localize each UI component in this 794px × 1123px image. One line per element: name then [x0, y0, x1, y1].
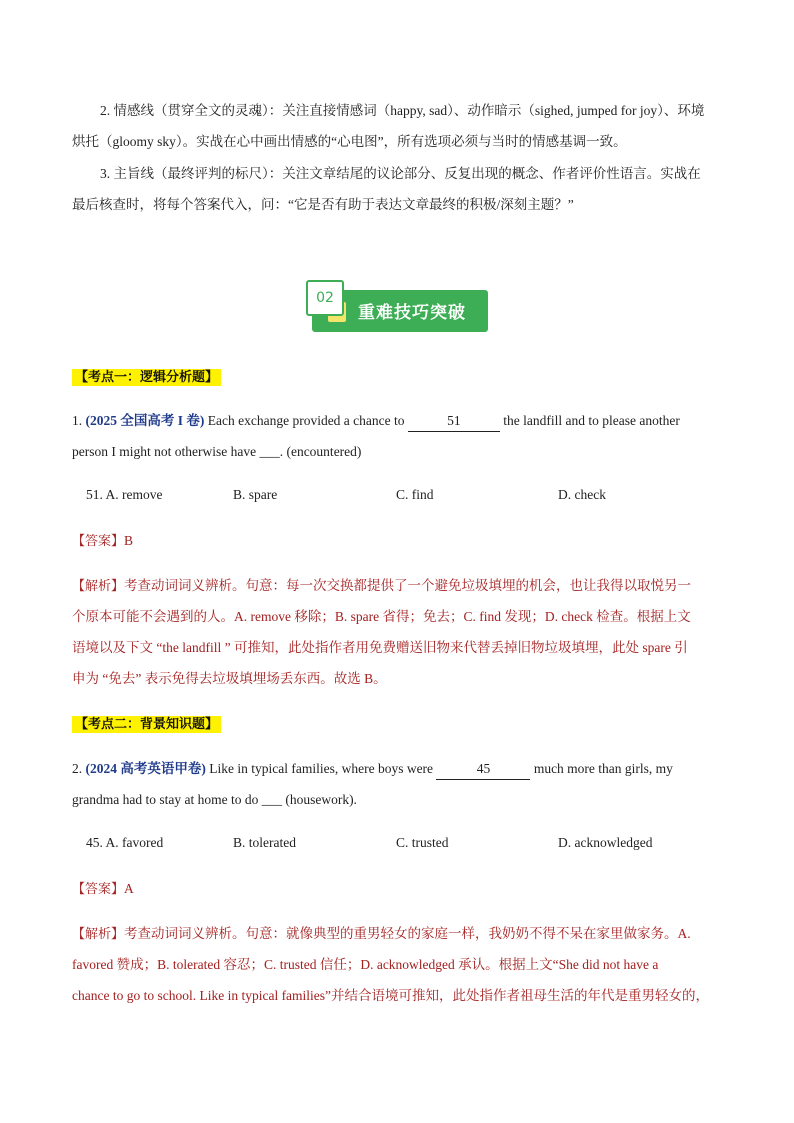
section2-heading — [72, 714, 722, 735]
analysis2-line2: favored 赞成；B. tolerated 容忍；C. trusted 信任；D. acknowledged 承认。根据上文“She did not have a — [72, 957, 659, 972]
question2-text-b: much more than girls, my — [533, 761, 673, 776]
answer2-value: A — [124, 881, 134, 896]
question1-line1 — [72, 411, 722, 432]
question1-option-b: B. spare — [233, 487, 278, 502]
answer1-value: B — [124, 533, 134, 548]
question1-blank: 51 — [408, 411, 500, 432]
analysis1-line2: 个原本可能不会遇到的人。A. remove 移除；B. spare 省得；免去；C. find 发现；D. check 检查。根据上文 — [72, 609, 691, 624]
question1-text-b: the landfill and to please another — [503, 413, 680, 428]
question2-blank: 45 — [436, 759, 530, 780]
question2-number: 2. — [72, 761, 83, 776]
question1-option-d: D. check — [558, 487, 606, 502]
analysis1-line4: 申为 “免去” 表示免得去垃圾填埋场丢东西。故选 B。 — [72, 671, 387, 686]
question2-text-a: Like in typical families, where boys were — [209, 761, 434, 776]
section2-heading-text: 【考点二：背景知识题】 — [72, 716, 221, 733]
question2-answer — [72, 879, 722, 900]
question1-option-c: C. find — [396, 487, 434, 502]
question2-line2: grandma had to stay at home to do ___ (housework). — [72, 792, 357, 807]
question1-number: 1. — [72, 413, 83, 428]
question1-option-a: 51. A. remove — [86, 487, 163, 502]
analysis2-text1: 考查动词词义辨析。句意：就像典型的重男轻女的家庭一样，我奶奶不得不呆在家里做家务。A. — [124, 926, 691, 941]
analysis1-text1: 考查动词词义辨析。句意：每一次交换都提供了一个避免垃圾填埋的机会，也让我得以取悦另一 — [124, 578, 692, 593]
question2-option-b: B. tolerated — [233, 835, 296, 850]
section1-heading-text: 【考点一：逻辑分析题】 — [72, 369, 221, 386]
analysis2-line1 — [72, 924, 722, 945]
question1-answer — [72, 531, 722, 552]
badge-title: 重难技巧突破 — [358, 303, 466, 323]
section-badge — [306, 280, 491, 336]
analysis2-line3: chance to go to school. Like in typical families”并结合语境可推知，此处指作者祖母生活的年代是重男轻女的， — [72, 988, 710, 1003]
intro-p3-line1: 3. 主旨线（最终评判的标尺）：关注文章结尾的议论部分、反复出现的概念、作者评价性语言。实战在 — [100, 166, 701, 181]
badge-number: 02 — [306, 280, 344, 316]
question2-option-d: D. acknowledged — [558, 835, 653, 850]
analysis2-label: 【解析】 — [72, 927, 125, 942]
intro-p2-line2: 烘托（gloomy sky）。实战在心中画出情感的“心电图”，所有选项必须与当时的情感基调一致。 — [72, 134, 627, 149]
question2-option-c: C. trusted — [396, 835, 449, 850]
answer1-label: 【答案】 — [72, 534, 125, 549]
intro-p2-line1: 2. 情感线（贯穿全文的灵魂）：关注直接情感词（happy, sad）、动作暗示（sighed, jumped for joy）、环境 — [100, 103, 705, 118]
answer2-label: 【答案】 — [72, 882, 125, 897]
analysis1-line3: 语境以及下文 “the landfill ” 可推知，此处指作者用免费赠送旧物来代替丢掉旧物垃圾填埋，此处 spare 引 — [72, 640, 688, 655]
intro-p3-line2: 最后核查时，将每个答案代入，问：“它是否有助于表达文章最终的积极/深刻主题？” — [72, 197, 574, 212]
section1-heading — [72, 367, 722, 388]
question2-source: (2024 高考英语甲卷) — [85, 761, 206, 776]
question1-source: (2025 全国高考 I 卷) — [85, 413, 205, 428]
analysis1-line1 — [72, 576, 722, 597]
question1-line2: person I might not otherwise have ___. (encountered) — [72, 444, 362, 459]
analysis1-label: 【解析】 — [72, 579, 125, 594]
question2-line1 — [72, 759, 722, 780]
question1-text-a: Each exchange provided a chance to — [207, 413, 405, 428]
question2-option-a: 45. A. favored — [86, 835, 164, 850]
